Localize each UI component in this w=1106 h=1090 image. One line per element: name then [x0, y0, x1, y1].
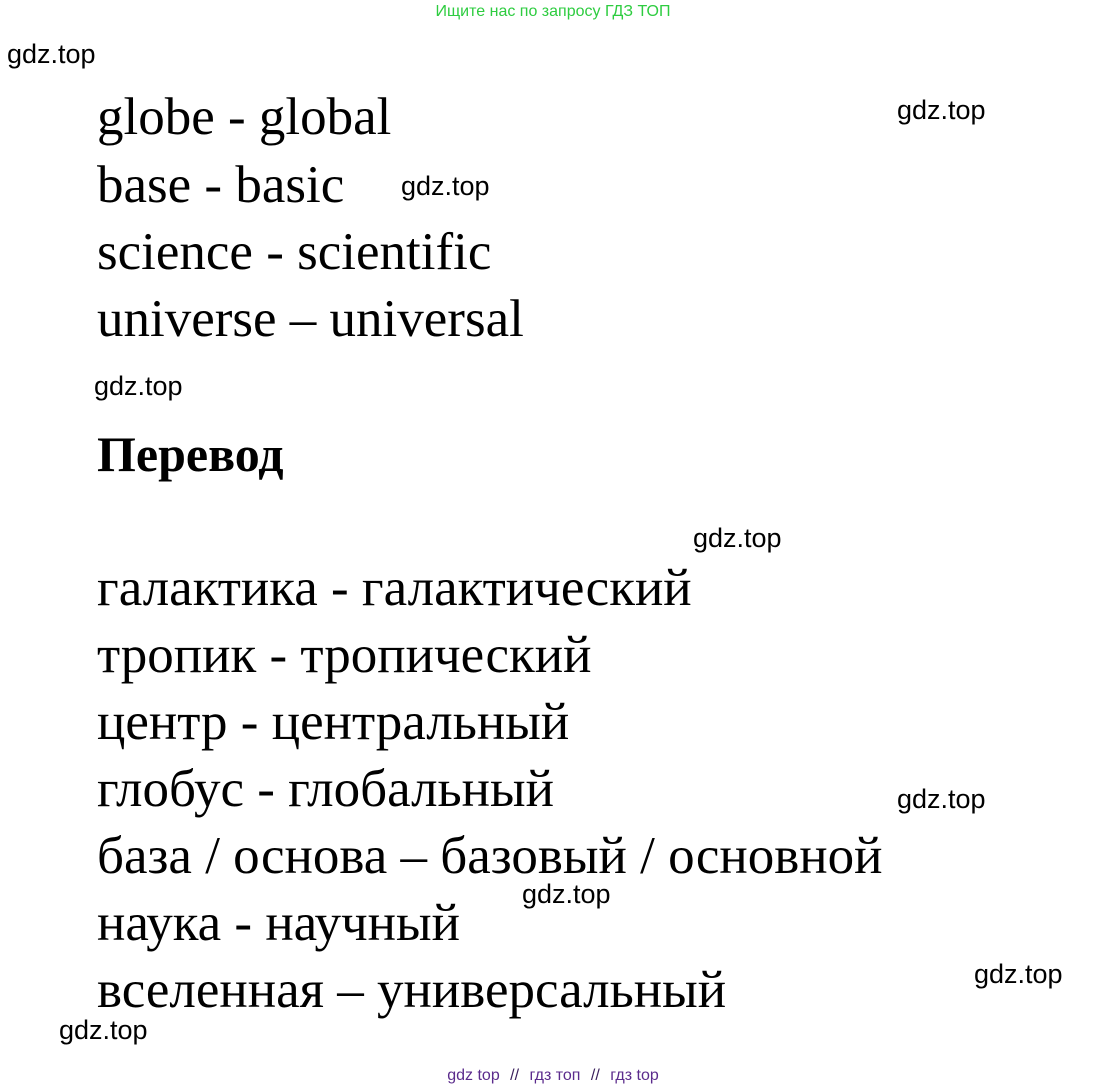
english-word-pair: globe - global	[97, 88, 392, 146]
english-word-pair: base - basic	[97, 156, 345, 214]
footer-links	[0, 1066, 1106, 1086]
banner-text: Ищите нас по запросу ГДЗ ТОП	[435, 3, 671, 20]
russian-word-pair: вселенная – универсальный	[97, 961, 727, 1019]
footer-link-gdz-top-ru[interactable]: гдз топ	[529, 1067, 581, 1084]
english-word-pair: science - scientific	[97, 223, 492, 281]
translation-heading: Перевод	[97, 426, 284, 482]
russian-word-pair: наука - научный	[97, 894, 461, 952]
footer-separator: //	[590, 1067, 600, 1084]
watermark: gdz.top	[522, 879, 611, 909]
watermark: gdz.top	[7, 39, 96, 69]
russian-word-pair: тропик - тропический	[97, 626, 592, 684]
top-banner	[0, 2, 1106, 22]
english-word-pair: universe – universal	[97, 290, 524, 348]
watermark: gdz.top	[401, 171, 490, 201]
footer-link-gdz-top-mixed[interactable]: гдз top	[610, 1067, 659, 1084]
watermark: gdz.top	[59, 1015, 148, 1045]
russian-word-pair: центр - центральный	[97, 693, 570, 751]
russian-word-pair: галактика - галактический	[97, 559, 692, 617]
watermark: gdz.top	[693, 523, 782, 553]
watermark: gdz.top	[897, 784, 986, 814]
watermark: gdz.top	[94, 371, 183, 401]
russian-word-pair: база / основа – базовый / основной	[97, 827, 883, 885]
footer-separator: //	[510, 1067, 520, 1084]
watermark: gdz.top	[974, 959, 1063, 989]
watermark: gdz.top	[897, 95, 986, 125]
russian-word-pair: глобус - глобальный	[97, 760, 555, 818]
footer-link-gdz-top[interactable]: gdz top	[447, 1067, 500, 1084]
